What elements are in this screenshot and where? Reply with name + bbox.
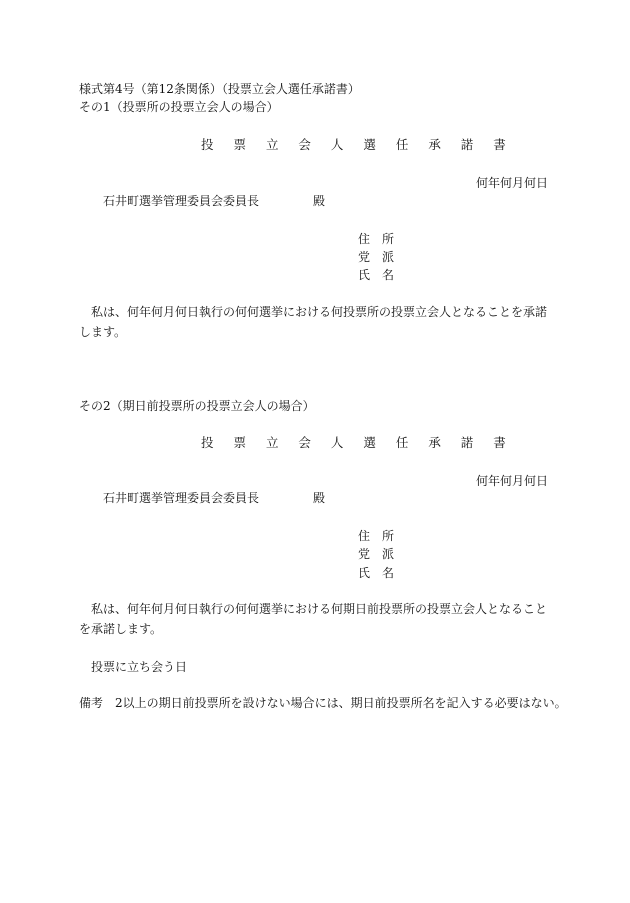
part1-recipient: 石井町選挙管理委員会委員長 (103, 194, 260, 208)
part2-recipient: 石井町選挙管理委員会委員長 (103, 491, 260, 505)
part2-honorific: 殿 (313, 491, 326, 505)
part1-date: 何年何月何日 (476, 176, 549, 190)
part2-title: 投 票 立 会 人 選 任 承 諾 書 (201, 435, 514, 450)
attendance-day-label: 投票に立ち会う日 (91, 660, 188, 674)
part1-statement: 私は、何年何月何日執行の何何選挙における何投票所の投票立会人となることを承諾します。 (79, 305, 548, 340)
part1-honorific: 殿 (313, 194, 326, 208)
part2-statement: 私は、何年何月何日執行の何何選挙における何期日前投票所の投票立会人となることを承諾します。 (79, 602, 548, 637)
part2-field-party: 党 派 (358, 547, 395, 561)
remarks-note: 備考 2以上の期日前投票所を設けない場合には、期日前投票所名を記入する必要はない。 (79, 696, 567, 710)
part2-date: 何年何月何日 (476, 474, 549, 488)
form-label: 様式第4号（第12条関係）（投票立会人選任承諾書） (79, 82, 360, 96)
part1-field-name: 氏 名 (358, 268, 395, 282)
part1-title: 投 票 立 会 人 選 任 承 諾 書 (201, 137, 514, 152)
part1-heading: その1（投票所の投票立会人の場合） (79, 100, 279, 114)
part2-heading: その2（期日前投票所の投票立会人の場合） (79, 399, 315, 413)
part1-field-address: 住 所 (358, 232, 395, 246)
part1-field-party: 党 派 (358, 250, 395, 264)
part2-field-name: 氏 名 (358, 566, 395, 580)
part2-field-address: 住 所 (358, 529, 395, 543)
